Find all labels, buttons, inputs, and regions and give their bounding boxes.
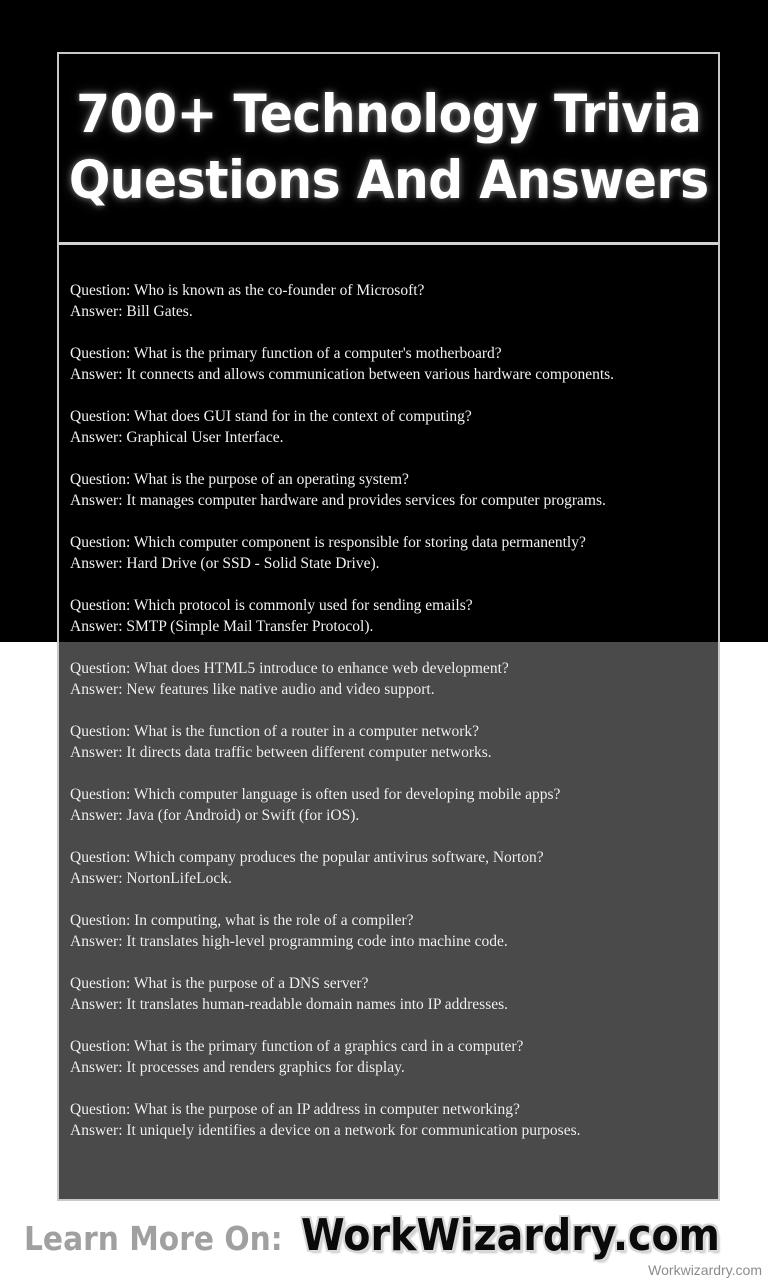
qa-answer: Answer: Graphical User Interface. <box>70 429 284 446</box>
qa-question: Question: In computing, what is the role of a compiler? <box>70 912 414 929</box>
qa-question: Question: What does GUI stand for in the context of computing? <box>70 408 472 425</box>
qa-answer: Answer: Hard Drive (or SSD - Solid State Drive). <box>70 555 380 572</box>
qa-question: Question: What is the purpose of a DNS server? <box>70 975 369 992</box>
qa-block <box>70 280 688 322</box>
qa-question: Question: Who is known as the co-founder of Microsoft? <box>70 282 425 299</box>
qa-question: Question: What is the function of a router in a computer network? <box>70 723 480 740</box>
footer-brand-row <box>24 1212 767 1263</box>
qa-answer: Answer: It processes and renders graphics for display. <box>70 1059 405 1076</box>
poster-title-block <box>59 54 718 245</box>
qa-block <box>70 658 688 700</box>
qa-answer: Answer: It translates human-readable domain names into IP addresses. <box>70 996 509 1013</box>
qa-answer: Answer: Java (for Android) or Swift (for iOS). <box>70 807 360 824</box>
qa-answer: Answer: It directs data traffic between different computer networks. <box>70 744 492 761</box>
poster-card <box>57 52 720 1201</box>
trivia-list <box>70 280 688 1141</box>
qa-block <box>70 910 688 952</box>
qa-answer: Answer: It connects and allows communication between various hardware components. <box>70 366 615 383</box>
qa-block <box>70 469 688 511</box>
brand-wordmark: WorkWizardry.com <box>301 1210 721 1261</box>
poster-title-line-2: Questions And Answers <box>68 150 709 211</box>
qa-answer: Answer: It manages computer hardware and provides services for computer programs. <box>70 492 606 509</box>
qa-answer: Answer: Bill Gates. <box>70 303 193 320</box>
poster-footer <box>0 1212 768 1280</box>
qa-block <box>70 784 688 826</box>
qa-block <box>70 1099 688 1141</box>
site-watermark: Workwizardry.com <box>648 1262 762 1278</box>
qa-answer: Answer: NortonLifeLock. <box>70 870 232 887</box>
qa-block <box>70 343 688 385</box>
qa-block <box>70 406 688 448</box>
learn-more-label: Learn More On: <box>24 1219 283 1258</box>
qa-question: Question: Which computer language is often used for developing mobile apps? <box>70 786 561 803</box>
qa-question: Question: What is the purpose of an IP address in computer networking? <box>70 1101 520 1118</box>
poster-title-line-1: 700+ Technology Trivia <box>75 84 702 145</box>
qa-block <box>70 721 688 763</box>
qa-block <box>70 847 688 889</box>
qa-answer: Answer: It uniquely identifies a device on a network for communication purposes. <box>70 1122 581 1139</box>
qa-block <box>70 595 688 637</box>
qa-question: Question: Which computer component is responsible for storing data permanently? <box>70 534 586 551</box>
qa-question: Question: What is the purpose of an operating system? <box>70 471 409 488</box>
qa-question: Question: What does HTML5 introduce to enhance web development? <box>70 660 509 677</box>
qa-block <box>70 1036 688 1078</box>
qa-block <box>70 532 688 574</box>
qa-block <box>70 973 688 1015</box>
qa-question: Question: Which protocol is commonly used for sending emails? <box>70 597 473 614</box>
qa-answer: Answer: SMTP (Simple Mail Transfer Protocol). <box>70 618 374 635</box>
qa-question: Question: What is the primary function of a computer's motherboard? <box>70 345 502 362</box>
qa-question: Question: What is the primary function of a graphics card in a computer? <box>70 1038 524 1055</box>
qa-answer: Answer: It translates high-level programming code into machine code. <box>70 933 508 950</box>
qa-answer: Answer: New features like native audio and video support. <box>70 681 435 698</box>
qa-question: Question: Which company produces the popular antivirus software, Norton? <box>70 849 544 866</box>
